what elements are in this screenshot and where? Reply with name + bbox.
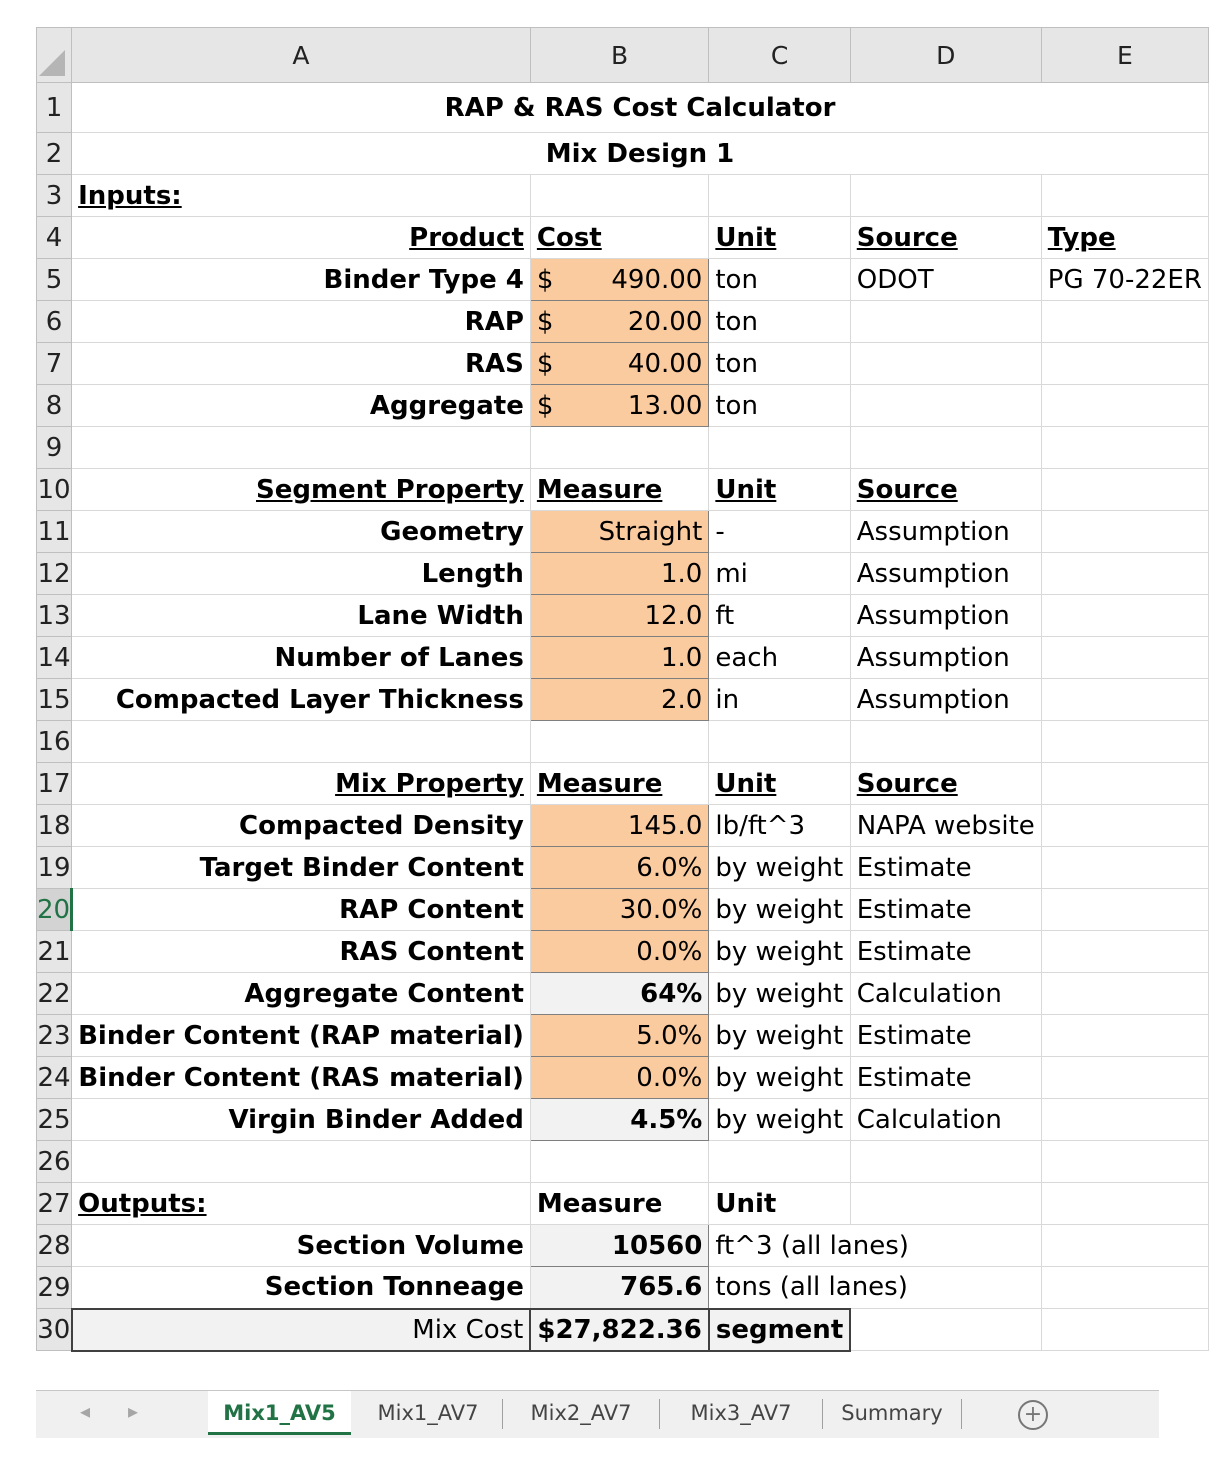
unit-cell[interactable]: by weight — [709, 1057, 850, 1099]
source-cell[interactable]: Assumption — [850, 553, 1041, 595]
rap-cost-input[interactable] — [530, 301, 708, 343]
tab-mix1-av5[interactable]: Mix1_AV5 — [208, 1391, 351, 1435]
source-cell[interactable]: Calculation — [850, 973, 1041, 1015]
source-header[interactable]: Source — [850, 469, 1041, 511]
unit-cell[interactable]: ft^3 (all lanes) — [709, 1225, 1041, 1267]
product-label[interactable]: Aggregate — [72, 385, 531, 427]
cell[interactable] — [1041, 805, 1208, 847]
tab-mix1-av7[interactable]: Mix1_AV7 — [377, 1401, 479, 1425]
row-5 — [37, 259, 1209, 301]
row-header[interactable]: 10 — [37, 469, 72, 511]
ras-content-input[interactable]: 0.0% — [530, 931, 708, 973]
unit-header[interactable]: Unit — [709, 1183, 850, 1225]
source-cell[interactable]: Estimate — [850, 889, 1041, 931]
row-19 — [37, 847, 1209, 889]
source-cell[interactable]: Assumption — [850, 511, 1041, 553]
measure-header[interactable]: Measure — [530, 1183, 708, 1225]
cell[interactable] — [1041, 469, 1208, 511]
property-label[interactable]: Target Binder Content — [72, 847, 531, 889]
cell[interactable] — [850, 1141, 1041, 1183]
cell[interactable] — [709, 721, 850, 763]
add-sheet-icon[interactable]: + — [1018, 1400, 1048, 1430]
source-cell[interactable]: Assumption — [850, 637, 1041, 679]
number-of-lanes-input[interactable]: 1.0 — [530, 637, 708, 679]
tab-separator — [961, 1399, 962, 1429]
source-cell[interactable]: Estimate — [850, 931, 1041, 973]
row-30 — [37, 1309, 1209, 1351]
cell[interactable] — [1041, 385, 1208, 427]
cell[interactable] — [1041, 763, 1208, 805]
row-10 — [37, 469, 1209, 511]
cell[interactable] — [72, 721, 531, 763]
binder-cost-input[interactable] — [530, 259, 708, 301]
unit-header[interactable]: Unit — [709, 763, 850, 805]
row-header[interactable]: 24 — [37, 1057, 72, 1099]
row-header[interactable]: 15 — [37, 679, 72, 721]
geometry-input[interactable]: Straight — [530, 511, 708, 553]
row-24 — [37, 1057, 1209, 1099]
property-label[interactable]: Lane Width — [72, 595, 531, 637]
row-14 — [37, 637, 1209, 679]
section-volume-value[interactable]: 10560 — [530, 1225, 708, 1267]
unit-cell[interactable]: each — [709, 637, 850, 679]
property-label[interactable]: Binder Content (RAS material) — [72, 1057, 531, 1099]
row-header[interactable]: 1 — [37, 83, 72, 133]
source-cell[interactable]: NAPA website — [850, 805, 1041, 847]
column-header-e[interactable]: E — [1041, 28, 1208, 83]
tab-mix3-av7[interactable]: Mix3_AV7 — [690, 1401, 792, 1425]
cell[interactable] — [850, 1309, 1041, 1351]
row-13 — [37, 595, 1209, 637]
measure-header[interactable]: Measure — [530, 469, 708, 511]
row-header[interactable]: 28 — [37, 1225, 72, 1267]
mix-cost-label[interactable]: Mix Cost — [72, 1309, 531, 1351]
cost-value: 490.00 — [611, 264, 703, 295]
row-9 — [37, 427, 1209, 469]
ras-binder-content-input[interactable]: 0.0% — [530, 1057, 708, 1099]
unit-cell[interactable]: by weight — [709, 847, 850, 889]
cell[interactable] — [1041, 1309, 1208, 1351]
cell[interactable] — [72, 1141, 531, 1183]
row-25 — [37, 1099, 1209, 1141]
row-21 — [37, 931, 1209, 973]
cost-value: 13.00 — [627, 390, 703, 421]
cell[interactable] — [1041, 721, 1208, 763]
outputs-heading[interactable]: Outputs: — [72, 1183, 531, 1225]
cell[interactable] — [1041, 595, 1208, 637]
cell[interactable] — [1041, 1099, 1208, 1141]
length-input[interactable]: 1.0 — [530, 553, 708, 595]
aggregate-content-value[interactable]: 64% — [530, 973, 708, 1015]
row-header[interactable]: 4 — [37, 217, 72, 259]
row-header[interactable]: 6 — [37, 301, 72, 343]
row-header[interactable]: 17 — [37, 763, 72, 805]
row-header[interactable]: 22 — [37, 973, 72, 1015]
cell[interactable] — [1041, 343, 1208, 385]
cell[interactable] — [850, 1183, 1041, 1225]
type-cell[interactable]: PG 70-22ER — [1041, 259, 1208, 301]
tab-summary[interactable]: Summary — [841, 1401, 943, 1425]
currency-symbol: $ — [536, 306, 554, 337]
row-4 — [37, 217, 1209, 259]
unit-header[interactable]: Unit — [709, 217, 850, 259]
select-all-icon — [39, 50, 65, 76]
unit-cell[interactable]: in — [709, 679, 850, 721]
cell[interactable] — [1041, 553, 1208, 595]
section-tonneage-value[interactable]: 765.6 — [530, 1267, 708, 1309]
cost-value: 40.00 — [627, 348, 703, 379]
column-header-row — [37, 28, 1209, 83]
cell[interactable] — [1041, 175, 1208, 217]
row-16 — [37, 721, 1209, 763]
source-cell[interactable]: Assumption — [850, 595, 1041, 637]
row-header[interactable]: 26 — [37, 1141, 72, 1183]
row-header[interactable]: 2 — [37, 133, 72, 175]
currency-symbol: $ — [536, 348, 554, 379]
target-binder-content-input[interactable]: 6.0% — [530, 847, 708, 889]
unit-cell[interactable]: by weight — [709, 931, 850, 973]
row-header[interactable]: 30 — [37, 1309, 72, 1351]
row-8 — [37, 385, 1209, 427]
cell[interactable] — [1041, 301, 1208, 343]
mix-cost-unit[interactable]: segment — [709, 1309, 850, 1351]
cell[interactable] — [1041, 1183, 1208, 1225]
row-18 — [37, 805, 1209, 847]
unit-cell[interactable]: by weight — [709, 1099, 850, 1141]
rap-content-input[interactable]: 30.0% — [530, 889, 708, 931]
unit-cell[interactable]: mi — [709, 553, 850, 595]
cell[interactable] — [709, 175, 850, 217]
source-cell[interactable]: Estimate — [850, 1057, 1041, 1099]
cell[interactable] — [1041, 973, 1208, 1015]
source-header[interactable]: Source — [850, 763, 1041, 805]
column-header-d[interactable]: D — [850, 28, 1041, 83]
cell[interactable] — [72, 427, 531, 469]
output-label[interactable]: Section Tonneage — [72, 1267, 531, 1309]
row-header[interactable]: 13 — [37, 595, 72, 637]
cell[interactable] — [850, 385, 1041, 427]
unit-cell[interactable]: ft — [709, 595, 850, 637]
property-label[interactable]: Aggregate Content — [72, 973, 531, 1015]
unit-cell[interactable]: by weight — [709, 1015, 850, 1057]
row-header[interactable]: 9 — [37, 427, 72, 469]
cell[interactable] — [850, 721, 1041, 763]
unit-cell[interactable]: by weight — [709, 973, 850, 1015]
inputs-heading[interactable]: Inputs: — [72, 175, 531, 217]
unit-header[interactable]: Unit — [709, 469, 850, 511]
cell[interactable] — [1041, 679, 1208, 721]
lane-width-input[interactable]: 12.0 — [530, 595, 708, 637]
sheet-title[interactable]: RAP & RAS Cost Calculator — [72, 83, 1209, 133]
cell[interactable] — [1041, 1057, 1208, 1099]
row-header[interactable]: 23 — [37, 1015, 72, 1057]
cell[interactable] — [1041, 847, 1208, 889]
row-header[interactable]: 5 — [37, 259, 72, 301]
cell[interactable] — [709, 1141, 850, 1183]
cost-header[interactable]: Cost — [530, 217, 708, 259]
unit-cell[interactable]: lb/ft^3 — [709, 805, 850, 847]
virgin-binder-added-value[interactable]: 4.5% — [530, 1099, 708, 1141]
cell[interactable] — [709, 427, 850, 469]
row-29 — [37, 1267, 1209, 1309]
cell[interactable] — [1041, 889, 1208, 931]
mix-property-header[interactable]: Mix Property — [72, 763, 531, 805]
unit-cell[interactable]: tons (all lanes) — [709, 1267, 1041, 1309]
row-27 — [37, 1183, 1209, 1225]
mix-cost-value[interactable] — [530, 1309, 708, 1351]
unit-cell[interactable]: - — [709, 511, 850, 553]
row-header[interactable]: 14 — [37, 637, 72, 679]
currency-symbol: $ — [536, 390, 554, 421]
measure-header[interactable]: Measure — [530, 763, 708, 805]
property-label[interactable]: Geometry — [72, 511, 531, 553]
cell[interactable] — [530, 175, 708, 217]
row-header[interactable]: 29 — [37, 1267, 72, 1309]
row-header[interactable]: 16 — [37, 721, 72, 763]
product-label[interactable]: RAP — [72, 301, 531, 343]
row-23 — [37, 1015, 1209, 1057]
tab-separator — [502, 1399, 503, 1429]
row-header-selected[interactable]: 20 — [37, 889, 72, 931]
cell[interactable] — [850, 343, 1041, 385]
column-header-c[interactable]: C — [709, 28, 850, 83]
cell[interactable] — [1041, 427, 1208, 469]
cell[interactable] — [850, 175, 1041, 217]
segment-property-header[interactable]: Segment Property — [72, 469, 531, 511]
property-label[interactable]: Virgin Binder Added — [72, 1099, 531, 1141]
cost-value: 27,822.36 — [555, 1314, 702, 1345]
cell[interactable] — [1041, 637, 1208, 679]
rap-binder-content-input[interactable]: 5.0% — [530, 1015, 708, 1057]
cell[interactable] — [530, 721, 708, 763]
property-label[interactable]: RAP Content — [72, 889, 531, 931]
row-17 — [37, 763, 1209, 805]
row-6 — [37, 301, 1209, 343]
output-label[interactable]: Section Volume — [72, 1225, 531, 1267]
row-header[interactable]: 3 — [37, 175, 72, 217]
row-header[interactable]: 27 — [37, 1183, 72, 1225]
spreadsheet — [36, 27, 1202, 1437]
currency-symbol: $ — [536, 264, 554, 295]
row-header[interactable]: 19 — [37, 847, 72, 889]
row-12 — [37, 553, 1209, 595]
cell[interactable] — [850, 427, 1041, 469]
select-all-corner[interactable] — [37, 28, 72, 83]
property-label[interactable]: RAS Content — [72, 931, 531, 973]
row-header[interactable]: 18 — [37, 805, 72, 847]
unit-cell[interactable]: by weight — [709, 889, 850, 931]
row-28 — [37, 1225, 1209, 1267]
product-header[interactable]: Product — [72, 217, 531, 259]
sheet-tab-bar — [36, 1390, 1159, 1438]
cell[interactable] — [1041, 511, 1208, 553]
property-label[interactable]: Compacted Layer Thickness — [72, 679, 531, 721]
row-header[interactable]: 12 — [37, 553, 72, 595]
aggregate-cost-input[interactable] — [530, 385, 708, 427]
tab-mix2-av7[interactable]: Mix2_AV7 — [530, 1401, 632, 1425]
cell[interactable] — [1041, 1141, 1208, 1183]
row-header[interactable]: 11 — [37, 511, 72, 553]
column-header-a[interactable]: A — [72, 28, 531, 83]
row-15 — [37, 679, 1209, 721]
source-cell[interactable]: Assumption — [850, 679, 1041, 721]
layer-thickness-input[interactable]: 2.0 — [530, 679, 708, 721]
compacted-density-input[interactable]: 145.0 — [530, 805, 708, 847]
type-header[interactable]: Type — [1041, 217, 1208, 259]
source-cell[interactable]: ODOT — [850, 259, 1041, 301]
row-2 — [37, 133, 1209, 175]
cell[interactable] — [1041, 1015, 1208, 1057]
row-3 — [37, 175, 1209, 217]
ras-cost-input[interactable] — [530, 343, 708, 385]
unit-cell[interactable]: ton — [709, 301, 850, 343]
row-header[interactable]: 25 — [37, 1099, 72, 1141]
tab-scroll-left-icon[interactable]: ◂ — [80, 1399, 91, 1423]
tab-separator — [822, 1399, 823, 1429]
source-cell[interactable]: Calculation — [850, 1099, 1041, 1141]
unit-cell[interactable]: ton — [709, 343, 850, 385]
source-header[interactable]: Source — [850, 217, 1041, 259]
row-header[interactable]: 7 — [37, 343, 72, 385]
property-label[interactable]: Length — [72, 553, 531, 595]
source-cell[interactable]: Estimate — [850, 847, 1041, 889]
row-1 — [37, 83, 1209, 133]
row-26 — [37, 1141, 1209, 1183]
property-label[interactable]: Number of Lanes — [72, 637, 531, 679]
product-label[interactable]: Binder Type 4 — [72, 259, 531, 301]
column-header-b[interactable]: B — [530, 28, 708, 83]
cell[interactable] — [1041, 1267, 1208, 1309]
tab-separator — [659, 1399, 660, 1429]
row-header[interactable]: 21 — [37, 931, 72, 973]
row-11 — [37, 511, 1209, 553]
source-cell[interactable]: Estimate — [850, 1015, 1041, 1057]
property-label[interactable]: Binder Content (RAP material) — [72, 1015, 531, 1057]
cell[interactable] — [1041, 1225, 1208, 1267]
product-label[interactable]: RAS — [72, 343, 531, 385]
mix-design-title[interactable]: Mix Design 1 — [72, 133, 1209, 175]
row-22 — [37, 973, 1209, 1015]
property-label[interactable]: Compacted Density — [72, 805, 531, 847]
tab-scroll-right-icon[interactable]: ▸ — [128, 1399, 139, 1423]
cell[interactable] — [530, 427, 708, 469]
row-7 — [37, 343, 1209, 385]
row-20 — [37, 889, 1209, 931]
unit-cell[interactable]: ton — [709, 385, 850, 427]
cell[interactable] — [1041, 931, 1208, 973]
unit-cell[interactable]: ton — [709, 259, 850, 301]
cost-value: 20.00 — [627, 306, 703, 337]
currency-symbol: $ — [537, 1314, 556, 1345]
cell[interactable] — [530, 1141, 708, 1183]
cell-grid — [36, 27, 1209, 1352]
row-header[interactable]: 8 — [37, 385, 72, 427]
cell[interactable] — [850, 301, 1041, 343]
